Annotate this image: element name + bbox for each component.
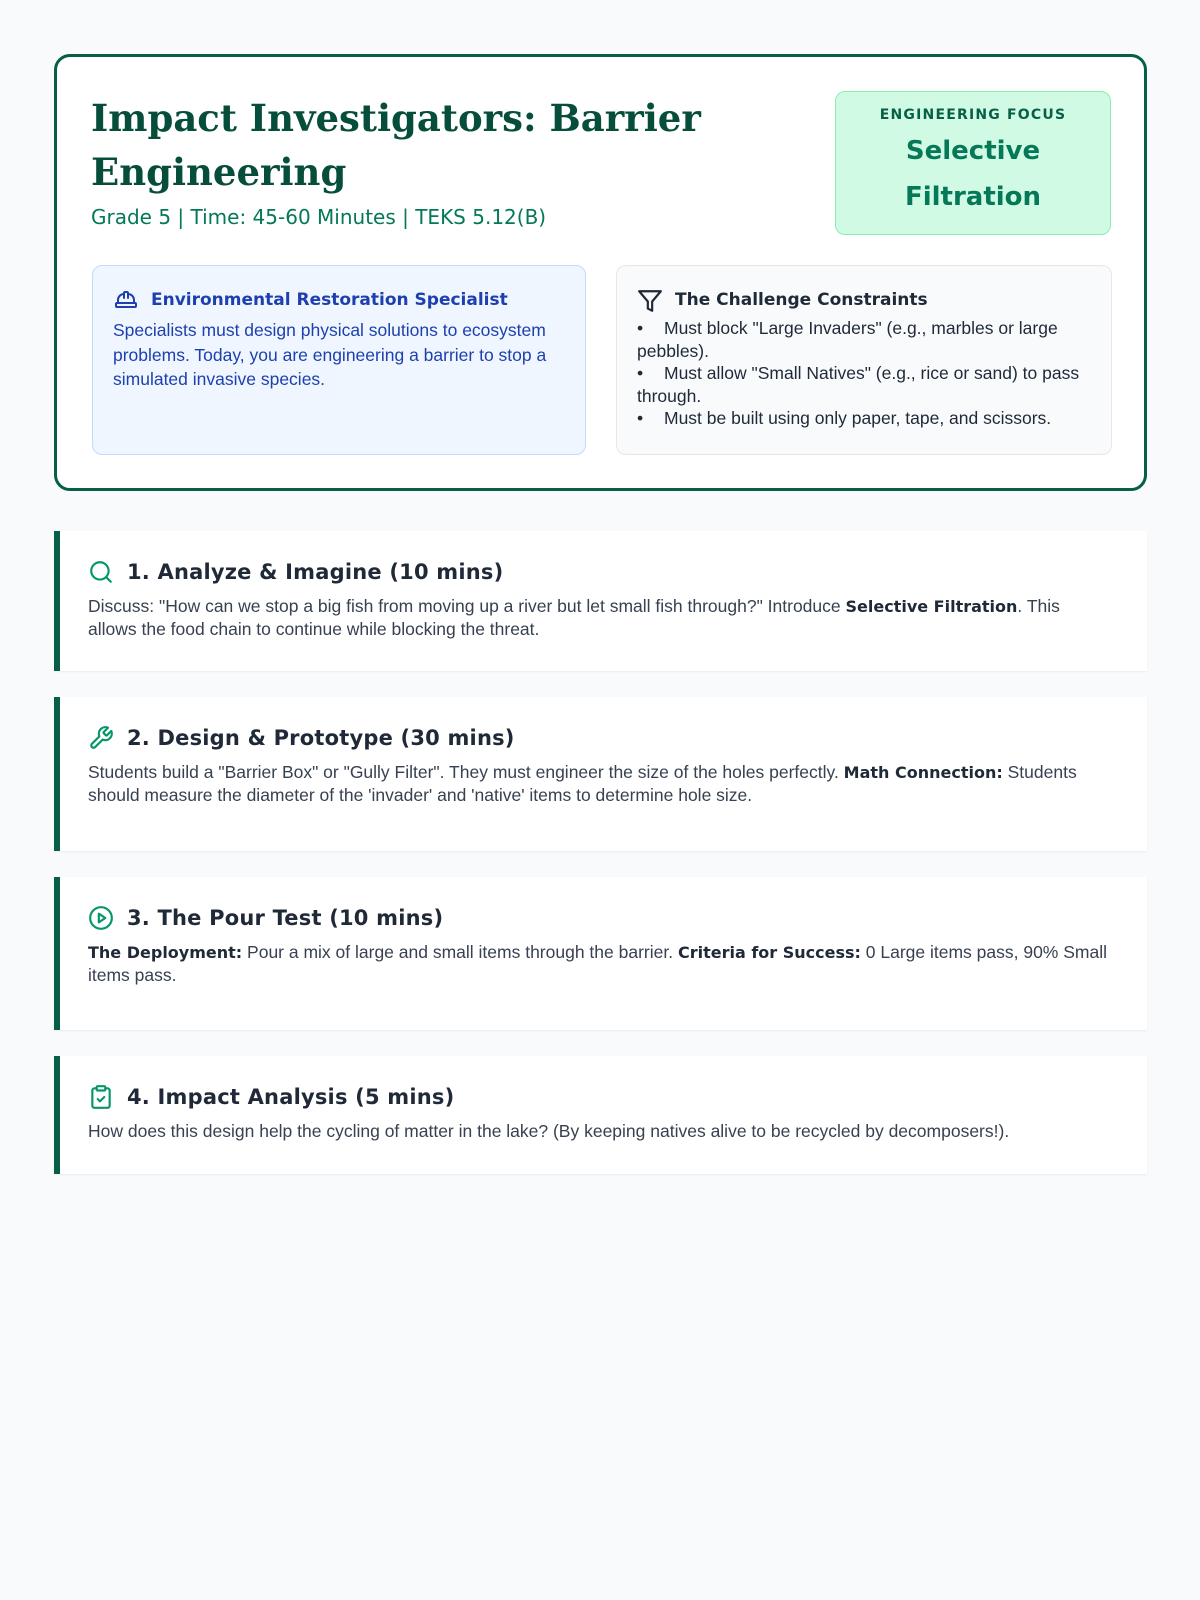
role-card <box>92 265 586 455</box>
search-icon <box>88 559 114 585</box>
step-title: 2. Design & Prototype (30 mins) <box>127 726 515 750</box>
step-card-design <box>54 697 1147 851</box>
role-description: Specialists must design physical solutions to ecosystem problems. Today, you are engineering a barrier to stop a simulated invasive species. <box>113 320 547 389</box>
lesson-meta: Grade 5 | Time: 45-60 Minutes | TEKS 5.12(B) <box>91 205 547 229</box>
wrench-icon <box>88 725 114 751</box>
hard-hat-icon <box>113 288 139 312</box>
constraints-card <box>616 265 1112 455</box>
step-title: 3. The Pour Test (10 mins) <box>127 906 444 930</box>
focus-label: ENGINEERING FOCUS <box>879 107 1067 123</box>
step-description: The Deployment: Pour a mix of large and small items through the barrier. Criteria for Success: 0 Large items pass, 90% Small items pass. <box>88 942 1107 985</box>
step-card-pour-test <box>54 877 1147 1030</box>
list-item: • Must allow "Small Natives" (e.g., rice or sand) to pass through. <box>637 363 1080 406</box>
step-title: 4. Impact Analysis (5 mins) <box>127 1085 455 1109</box>
step-description: Students build a "Barrier Box" or "Gully Filter". They must engineer the size of the holes perfectly. Math Connection: Students should measure the diameter of the 'invader' and 'native' items to determine hole size. <box>88 762 1077 805</box>
step-title: 1. Analyze & Imagine (10 mins) <box>127 560 504 584</box>
clipboard-check-icon <box>88 1084 114 1110</box>
step-card-impact-analysis <box>54 1056 1147 1174</box>
step-description: How does this design help the cycling of matter in the lake? (By keeping natives alive to be recycled by decomposers!). <box>88 1121 1010 1141</box>
focus-value: Selective Filtration <box>904 136 1042 212</box>
play-circle-icon <box>88 905 114 931</box>
page-title: Impact Investigators: Barrier Engineering <box>91 96 701 194</box>
lesson-header-card <box>54 54 1147 491</box>
filter-icon <box>637 288 663 312</box>
list-item: • Must be built using only paper, tape, and scissors. <box>637 408 1052 428</box>
engineering-focus-badge <box>835 91 1111 235</box>
step-description: Discuss: "How can we stop a big fish from moving up a river but let small fish through?" Introduce Selective Filtration. This allows the food chain to continue while blocking the threat. <box>88 596 1060 639</box>
step-card-analyze <box>54 531 1147 671</box>
role-title: Environmental Restoration Specialist <box>151 290 508 310</box>
list-item: • Must block "Large Invaders" (e.g., marbles or large pebbles). <box>637 318 1058 361</box>
constraints-list <box>637 317 1097 430</box>
constraints-title: The Challenge Constraints <box>675 290 928 310</box>
